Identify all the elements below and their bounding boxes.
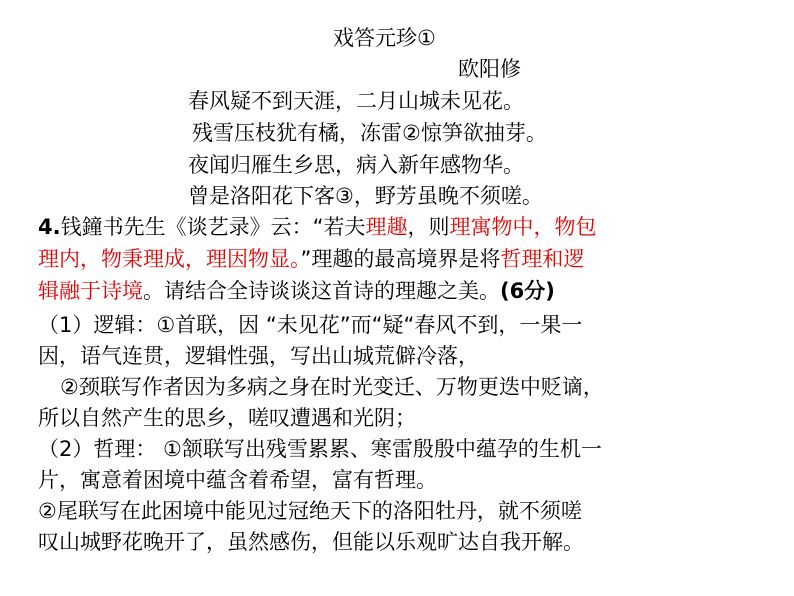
poem-line-4: 曾是洛阳花下客③，野芳虽晚不须嗟。 bbox=[188, 184, 543, 208]
answer-line-4: 所以自然产生的思乡，嗟叹遭遇和光阴； bbox=[38, 406, 416, 430]
poem-line-3: 夜闻归雁生乡思，病入新年感物华。 bbox=[188, 153, 524, 177]
answer-line-2: 因，语气连贯，逻辑性强，写出山城荒僻冷落， bbox=[38, 344, 479, 368]
poem-title: 戏答元珍① bbox=[333, 26, 436, 50]
question-text: ”理趣的最高境界是将 bbox=[300, 247, 501, 271]
question-text: 钱鐘书先生《谈艺录》云：“若夫 bbox=[60, 215, 366, 239]
answer-line-8: 叹山城野花晚开了，虽然感伤，但能以乐观旷达自我开解。 bbox=[38, 530, 584, 554]
highlight-text: 理内，物秉理成，理因物显。 bbox=[38, 247, 301, 271]
poem-author: 欧阳修 bbox=[458, 57, 521, 81]
highlight-text: 哲理和逻 bbox=[500, 247, 585, 271]
answer-line-7: ②尾联写在此困境中能见过冠绝天下的洛阳牡丹，就不须嗟 bbox=[38, 499, 582, 523]
question-line-1 bbox=[38, 214, 596, 240]
poem-line-1: 春风疑不到天涯，二月山城未见花。 bbox=[188, 89, 524, 113]
highlight-text: ，物包 bbox=[533, 215, 597, 239]
answer-line-5: （2）哲理： ①颔联写出残雪累累、寒雷殷殷中蕴孕的生机一 bbox=[38, 437, 602, 461]
highlight-text: 理寓物中 bbox=[449, 215, 534, 239]
question-number: 4. bbox=[38, 215, 61, 239]
question-text: ，则 bbox=[407, 215, 450, 239]
answer-line-1: （1）逻辑：①首联，因 “未见花”而“疑“春风不到，一果一 bbox=[38, 313, 583, 337]
question-line-3 bbox=[38, 278, 555, 304]
answer-line-6: 片，寓意着困境中蕴含着希望，富有哲理。 bbox=[38, 468, 437, 492]
highlight-text: 理趣 bbox=[365, 215, 408, 239]
highlight-text: 辑融于诗境 bbox=[38, 279, 143, 303]
question-line-2 bbox=[38, 246, 584, 272]
answer-line-3: ②颈联写作者因为多病之身在时光变迁、万物更迭中贬谪， bbox=[60, 375, 604, 399]
question-text: 。请结合全诗谈谈这首诗的理趣之美。 bbox=[143, 279, 500, 303]
poem-line-2: 残雪压枝犹有橘，冻雷②惊笋欲抽芽。 bbox=[192, 121, 547, 145]
question-score: (6分) bbox=[500, 279, 555, 303]
